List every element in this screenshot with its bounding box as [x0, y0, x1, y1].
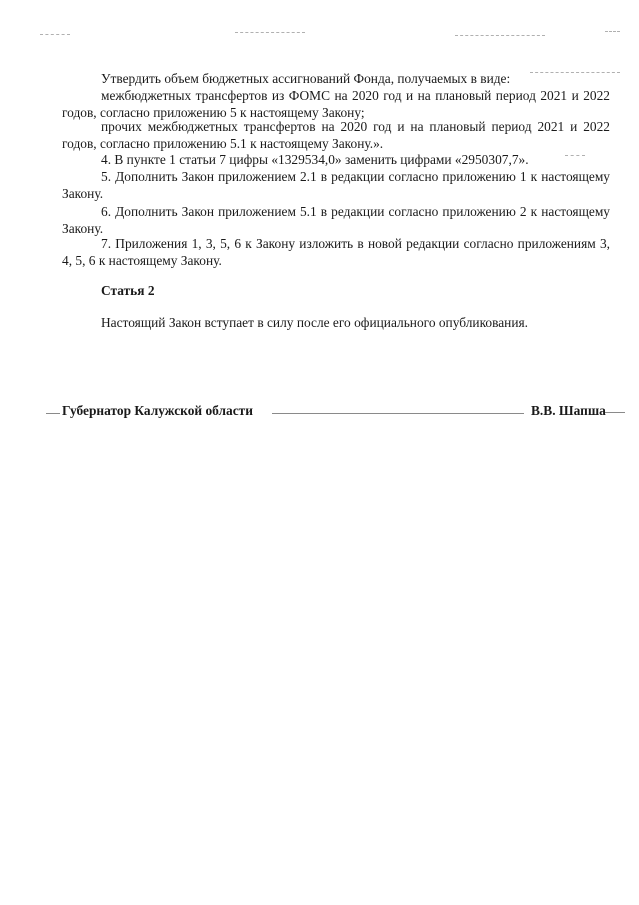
scan-artifact — [530, 72, 620, 73]
signature-name: В.В. Шапша — [531, 403, 606, 418]
paragraph-item-5: 5. Дополнить Закон приложением 2.1 в редакции согласно приложению 1 к настоящему Закону. — [62, 169, 610, 202]
paragraph-other-transfers: прочих межбюджетных трансфертов на 2020 год и на плановый период 2021 и 2022 годов, согласно приложению 5.1 к настоящему Закону.». — [62, 119, 610, 152]
paragraph-item-4: 4. В пункте 1 статьи 7 цифры «1329534,0» заменить цифрами «2950307,7». — [101, 152, 529, 167]
paragraph-interbudget-foms: межбюджетных трансфертов из ФОМС на 2020 год и на плановый период 2021 и 2022 годов, согласно приложению 5 к настоящему Закону; — [62, 88, 610, 121]
signature-line-right — [605, 412, 625, 413]
scan-artifact — [565, 155, 585, 156]
paragraph-item-7: 7. Приложения 1, 3, 5, 6 к Закону изложить в новой редакции согласно приложениям 3, 4, 5, 6 к настоящему Закону. — [62, 236, 610, 269]
signature-line — [272, 413, 524, 414]
scan-artifact — [455, 35, 545, 36]
scan-artifact — [605, 31, 620, 32]
article-heading: Статья 2 — [101, 283, 155, 298]
scan-artifact — [235, 32, 305, 33]
paragraph-item-6: 6. Дополнить Закон приложением 5.1 в редакции согласно приложению 2 к настоящему Закону. — [62, 204, 610, 237]
article-text: Настоящий Закон вступает в силу после его официального опубликования. — [101, 315, 529, 330]
signature-line-left — [46, 413, 60, 414]
paragraph-approve: Утвердить объем бюджетных ассигнований Фонда, получаемых в виде: — [101, 71, 511, 86]
signature-title: Губернатор Калужской области — [62, 403, 253, 418]
scan-artifact — [40, 34, 70, 35]
